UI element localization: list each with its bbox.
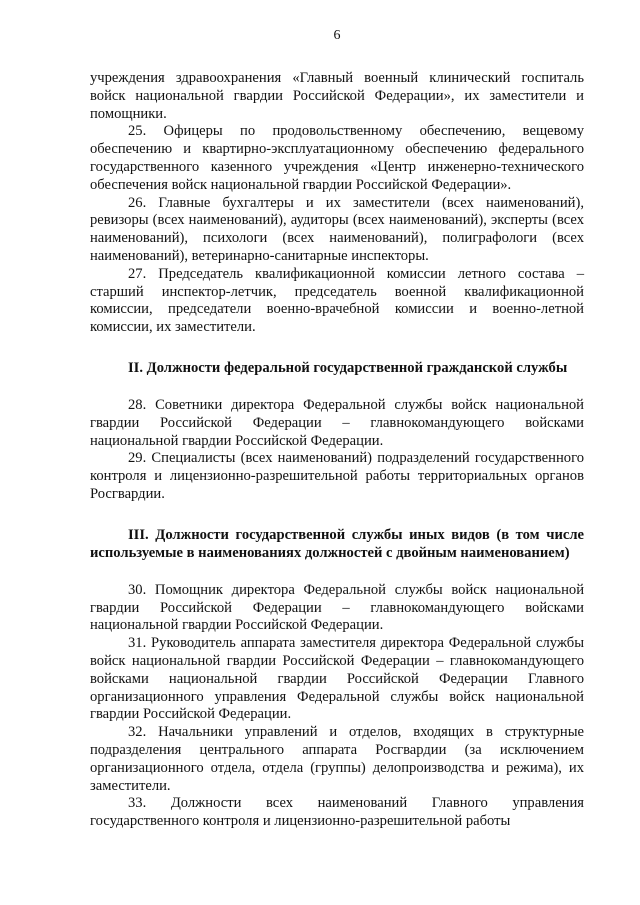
section-heading-ii: II. Должности федеральной государственной гражданской службы xyxy=(128,359,568,376)
paragraph-29: 29. Специалисты (всех наименований) подразделений государственного контроля и лицензионно-разрешительной работы территориальных органов Росгвардии. xyxy=(90,450,584,502)
paragraph-27: 27. Председатель квалификационной комиссии летного состава – старший инспектор-летчик, председатель военной квалификационной комиссии, председатели военно-врачебной комиссии и военно-летной комиссии, их заместители. xyxy=(90,265,584,336)
paragraph-30: 30. Помощник директора Федеральной службы войск национальной гвардии Российской Федерации – главнокомандующего войсками национальной гвардии Российской Федерации. xyxy=(90,581,584,634)
paragraph-32: 32. Начальники управлений и отделов, входящих в структурные подразделения центрального аппарата Росгвардии (за исключением организационного отдела, отдела (группы) делопроизводства и режима), их заместители. xyxy=(90,724,584,794)
paragraph-26: 26. Главные бухгалтеры и их заместители (всех наименований), ревизоры (всех наименований), аудиторы (всех наименований), эксперты (всех наименований), психологи (всех наименований), полиграфологи (всех наименований), ветеринарно-санитарные инспекторы. xyxy=(90,194,584,264)
page-number: 6 xyxy=(333,28,341,43)
paragraph-33: 33. Должности всех наименований Главного управления государственного контроля и лицензионно-разрешительной работы xyxy=(90,795,584,830)
section-heading-iii: III. Должности государственной службы иных видов (в том числе используемые в наименованиях должностей с двойным наименованием) xyxy=(90,526,584,561)
paragraph-24-continuation: учреждения здравоохранения «Главный военный клинический госпиталь войск национальной гвардии Российской Федерации», их заместители и помощники. xyxy=(90,70,584,122)
paragraph-28: 28. Советники директора Федеральной службы войск национальной гвардии Российской Федерации – главнокомандующего войсками национальной гвардии Российской Федерации. xyxy=(90,396,584,449)
paragraph-31: 31. Руководитель аппарата заместителя директора Федеральной службы войск национальной гвардии Российской Федерации – главнокомандующего войсками национальной гвардии Российской Федерации Главного организационного управления Федеральной службы войск национальной гвардии Российской Федерации. xyxy=(90,635,584,723)
paragraph-25: 25. Офицеры по продовольственному обеспечению, вещевому обеспечению и квартирно-эксплуатационному обеспечению федерального государственного казенного учреждения «Центр инженерно-технического обеспечения войск национальной гвардии Российской Федерации». xyxy=(90,123,584,193)
